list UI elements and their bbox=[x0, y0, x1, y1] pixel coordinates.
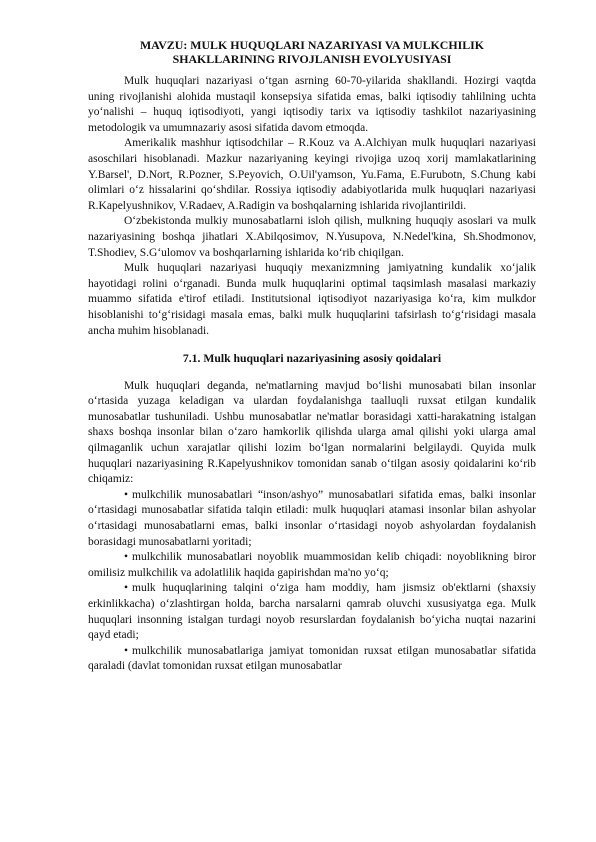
bullet-marker: • bbox=[124, 582, 129, 595]
bullet-text: mulkchilik munosabatlari noyoblik muammosidan kelib chiqadi: noyoblikning biror omilisiz mulkchilik va adolatlilik haqida gapirishdan ma'no yoʻq; bbox=[88, 551, 536, 579]
bullet-text: mulkchilik munosabatlari “inson/ashyo” munosabatlari sifatida emas, balki insonlar oʻrtasidagi munosabatlar sifatida talqin etiladi: mulk huquqlari atamasi insonlar bilan ashyolar oʻrtasidagi munosabatlarni emas, balki insonlar oʻrtasidagi noyob ashyolardan foydalanish borasidagi munosabatlarni yoritadi; bbox=[88, 488, 536, 548]
intro-paragraph-1: Mulk huquqlari nazariyasi oʻtgan asrning 60-70-yilarida shakllandi. Hozirgi vaqtda uning rivojlanishi alohida mustaqil konsepsiya sifatida emas, balki iqtisodiy tahlilning uchta yoʻnalishi – huquq iqtisodiyoti, yangi iqtisodiy tarix va iqtisodiy tashkilot nazariyasining metodologik va umumnazariy asosi sifatida davom etmoqda. bbox=[88, 75, 536, 134]
section-heading: 7.1. Mulk huquqlari nazariyasining asosiy qoidalari bbox=[182, 352, 442, 366]
intro-paragraph-2: Amerikalik mashhur iqtisodchilar – R.Kouz va A.Alchiyan mulk huquqlari nazariyasi asoschilari hisoblanadi. Mazkur nazariyaning keyingi rivojiga uzoq xorij mamlakatlarining Y.Barsel', D.Nort, R.Pozner, S.Peyovich, O.Uil'yamson, Yu.Fama, E.Furubotn, S.Chung kabi olimlari oʻz hissalarini qoʻshdilar. Rossiya iqtisodiy adabiyotlarida mulk huquqlari nazariyasi R.Kapelyushnikov, V.Radaev, A.Radigin va boshqalarning ishlarida rivojlantirildi. bbox=[88, 137, 536, 212]
title-line-1: MAVZU: MULK HUQUQLARI NAZARIYASI VA MULKCHILIK bbox=[139, 38, 485, 52]
bullet-item-4 bbox=[88, 644, 536, 675]
bullet-text: mulkchilik munosabatlariga jamiyat tomonidan ruxsat etilgan munosabatlar sifatida qaraladi (davlat tomonidan ruxsat etilgan munosabatlar bbox=[88, 644, 536, 673]
bullet-item-1 bbox=[88, 488, 536, 550]
bullet-item-2 bbox=[88, 550, 536, 581]
bullet-marker: • bbox=[124, 644, 129, 657]
section-paragraph: Mulk huquqlari deganda, ne'matlarning mavjud boʻlishi munosabati bilan insonlar oʻrtasida yuzaga keladigan va ulardan foydalanishga taalluqli ruxsat etilgan kundalik munosabatlar tushuniladi. Ushbu munosabatlar ne'matlar borasidagi xatti-harakatning istalgan shaxs boshqa insonlar bilan oʻzaro hamkorlik qilishda ularga amal qilishi yoki ularga amal qilmaganlik uchun xarajatlar qilishi lozim boʻlgan normalarini belgilaydi. Quyida mulk huquqlari nazariyasining R.Kapelyushnikov tomonidan sanab oʻtilgan asosiy qoidalarini koʻrib chiqamiz: bbox=[88, 379, 536, 486]
bullet-marker: • bbox=[124, 488, 129, 501]
bullet-item-3 bbox=[88, 581, 536, 643]
document-title bbox=[88, 38, 536, 66]
title-line-2: SHAKLLARINING RIVOJLANISH EVOLYUSIYASI bbox=[172, 52, 452, 66]
intro-paragraph-4: Mulk huquqlari nazariyasi huquqiy mexanizmning jamiyatning kundalik xoʻjalik hayotidagi rolini oʻrganadi. Bunda mulk huquqlarini optimal taqsimlash masalasi markaziy muammo sifatida e'tirof etiladi. Institutsional iqtisodiyot nazariyasiga koʻra, kim mulkdor hisoblanishi toʻgʻrisidagi masala emas, balki mulk huquqlarini tafsirlash toʻgʻrisidagi masala ancha muhim hisoblanadi. bbox=[88, 262, 536, 337]
bullet-text: mulk huquqlarining talqini oʻziga ham moddiy, ham jismsiz ob'ektlarni (shaxsiy erkinlikkacha) oʻzlashtirgan holda, barcha narsalarni qamrab oluvchi xususiyatga ega. Mulk huquqlari insonning istalgan turdagi noyob resurslardan foydalanish boʻyicha nuqtai nazarini qayd etadi; bbox=[88, 582, 536, 642]
intro-paragraph-3: Oʻzbekistonda mulkiy munosabatlarni isloh qilish, mulkning huquqiy asoslari va mulk nazariyasining boshqa jihatlari X.Abilqosimov, N.Yusupova, N.Nedel'kina, Sh.Shodmonov, T.Shodiev, S.Gʻulomov va boshqarlarning ishlarida koʻrib chiqilgan. bbox=[88, 215, 536, 259]
bullet-marker: • bbox=[124, 551, 129, 564]
